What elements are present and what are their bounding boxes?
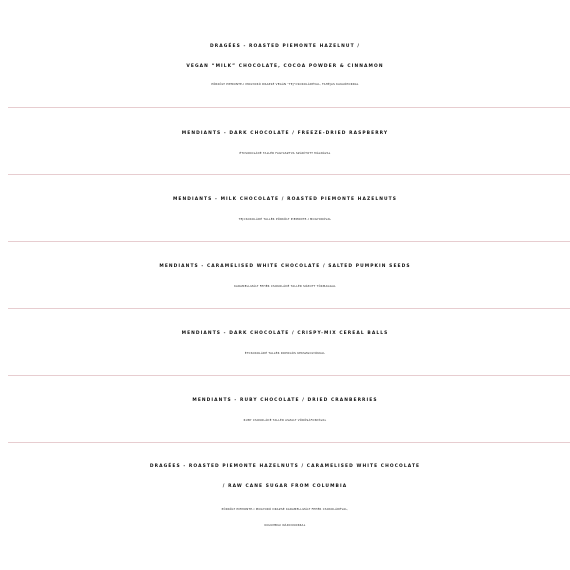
divider bbox=[8, 107, 570, 108]
item-subtitle: PÖRKÖLT PIEMONTE-I MOGYORÓ DRAZSÉ VEGÁN “TEJ”CSOKOLÁDÉVAL, FAHÉJAS KAKAÓPORRAL bbox=[211, 83, 359, 86]
item-subtitle: TEJCSOKOLÁDÉ TALLÉR PÖRKÖLT PIEMONTE-I MOGYORÓVAL bbox=[238, 218, 332, 221]
menu-item-mendiants-dark-cereal bbox=[0, 324, 570, 362]
item-subtitle: KARAMELLIZÁLT FEHÉR CSOKOLÁDÉ TALLÉR SÓZOTT TÖKMAGGAL bbox=[234, 285, 336, 288]
item-title: MENDIANTS - RUBY CHOCOLATE / DRIED CRANBERRIES bbox=[192, 398, 378, 403]
item-subtitle: KOLUMBIAI NÁDCUKORRAL bbox=[264, 524, 306, 527]
item-subtitle: PÖRKÖLT PIEMONTE-I MOGYORÓ DRAZSÉ KARAMELLIZÁLT FEHÉR CSOKOLÁDÉVAL, bbox=[221, 508, 349, 511]
menu-item-dragees-hazelnut-white bbox=[0, 457, 570, 534]
item-title: VEGAN “MILK” CHOCOLATE, COCOA POWDER & CINNAMON bbox=[186, 64, 384, 69]
item-title: MENDIANTS - DARK CHOCOLATE / FREEZE-DRIED RASPBERRY bbox=[181, 131, 389, 136]
item-title: MENDIANTS - CARAMELISED WHITE CHOCOLATE / SALTED PUMPKIN SEEDS bbox=[159, 264, 411, 269]
menu-item-dragees-hazelnut-vegan bbox=[0, 37, 570, 93]
divider bbox=[8, 174, 570, 175]
item-subtitle: ÉTCSOKOLÁDÉ TALLÉR ROPOGÓS KEKSZGOLYÓKKAL bbox=[244, 352, 326, 355]
menu-item-mendiants-milk-hazelnuts bbox=[0, 190, 570, 228]
item-title: DRAGÉES - ROASTED PIEMONTE HAZELNUTS / CARAMELISED WHITE CHOCOLATE bbox=[149, 464, 421, 469]
menu-item-mendiants-ruby-cranberries bbox=[0, 391, 570, 429]
divider bbox=[8, 241, 570, 242]
item-subtitle: ÉTCSOKOLÁDÉ TALLÉR FAGYASZTVA SZÁRÍTOTT MÁLNÁVAL bbox=[239, 152, 331, 155]
item-title: / RAW CANE SUGAR FROM COLUMBIA bbox=[222, 484, 348, 489]
menu-item-mendiants-white-pumpkin bbox=[0, 257, 570, 295]
item-title: DRAGÉES - ROASTED PIEMONTE HAZELNUT / bbox=[209, 44, 361, 49]
item-title: MENDIANTS - MILK CHOCOLATE / ROASTED PIEMONTE HAZELNUTS bbox=[172, 197, 398, 202]
divider bbox=[8, 442, 570, 443]
item-subtitle: RUBY CSOKOLÁDÉ TALLÉR ASZALT VÖRÖSÁFONYÁVAL bbox=[243, 419, 327, 422]
menu-item-mendiants-dark-raspberry bbox=[0, 124, 570, 162]
divider bbox=[8, 375, 570, 376]
divider bbox=[8, 308, 570, 309]
item-title: MENDIANTS - DARK CHOCOLATE / CRISPY-MIX CEREAL BALLS bbox=[181, 331, 389, 336]
